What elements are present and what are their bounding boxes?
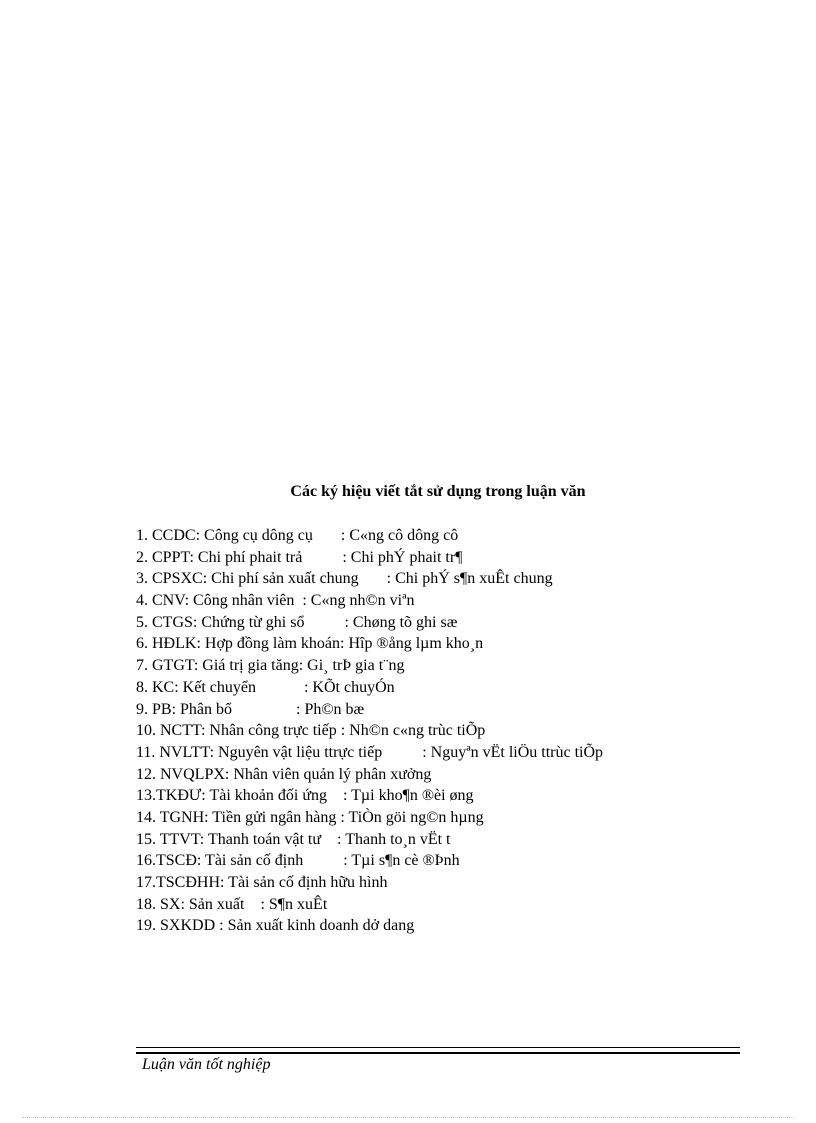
page-title: Các ký hiệu viết tắt sử dụng trong luận văn: [290, 483, 586, 500]
list-item: 8. KC: Kết chuyển : KÕt chuyÓn: [136, 678, 395, 696]
list-item: 19. SXKDD : Sản xuất kinh doanh dở dang: [136, 917, 415, 935]
list-item: 18. SX: Sản xuất : S¶n xuÊt: [136, 895, 328, 913]
abbreviation-list: [136, 525, 603, 937]
list-item: 3. CPSXC: Chi phí sản xuất chung : Chi phÝ s¶n xuÊt chung: [136, 570, 553, 588]
list-item: 14. TGNH: Tiền gửi ngân hàng : TiÒn göi ng©n hµng: [136, 808, 484, 826]
list-item: 2. CPPT: Chi phí phait trả : Chi phÝ phait tr¶: [136, 548, 463, 566]
page-bottom-edge: [22, 1117, 794, 1118]
list-item: 10. NCTT: Nhân công trực tiếp : Nh©n c«ng trùc tiÕp: [136, 722, 486, 740]
list-item: 16.TSCĐ: Tài sản cố định : Tµi s¶n cè ®Þnh: [136, 852, 460, 870]
list-item: 17.TSCĐHH: Tài sản cố định hữu hình: [136, 874, 388, 891]
list-item: 1. CCDC: Công cụ dông cụ : C«ng cô dông cô: [136, 527, 459, 544]
list-item: 6. HĐLK: Hợp đồng làm khoán: Hîp ®ång lµm kho¸n: [136, 635, 484, 653]
list-item: 9. PB: Phân bổ : Ph©n bæ: [136, 700, 365, 718]
list-item: 15. TTVT: Thanh toán vật tư : Thanh to¸n vËt t: [136, 830, 451, 848]
list-item: 5. CTGS: Chứng từ ghi sổ : Chøng tõ ghi sæ: [136, 613, 458, 631]
list-item: 11. NVLTT: Nguyên vật liệu ttrực tiếp : Nguyªn vËt liÖu ttrùc tiÕp: [136, 743, 604, 761]
list-item: 13.TKĐƯ: Tài khoản đối ứng : Tµi kho¶n ®èi øng: [136, 787, 474, 805]
list-item: 7. GTGT: Giá trị gia tăng: Gi¸ trÞ gia t¨ng: [136, 657, 405, 675]
list-item: 12. NVQLPX: Nhân viên quản lý phân xưởng: [136, 765, 432, 783]
footer-divider: [136, 1047, 740, 1054]
list-item: 4. CNV: Công nhân viên : C«ng nh©n viªn: [136, 592, 415, 610]
page-footer: Luận văn tốt nghiệp: [142, 1056, 271, 1073]
